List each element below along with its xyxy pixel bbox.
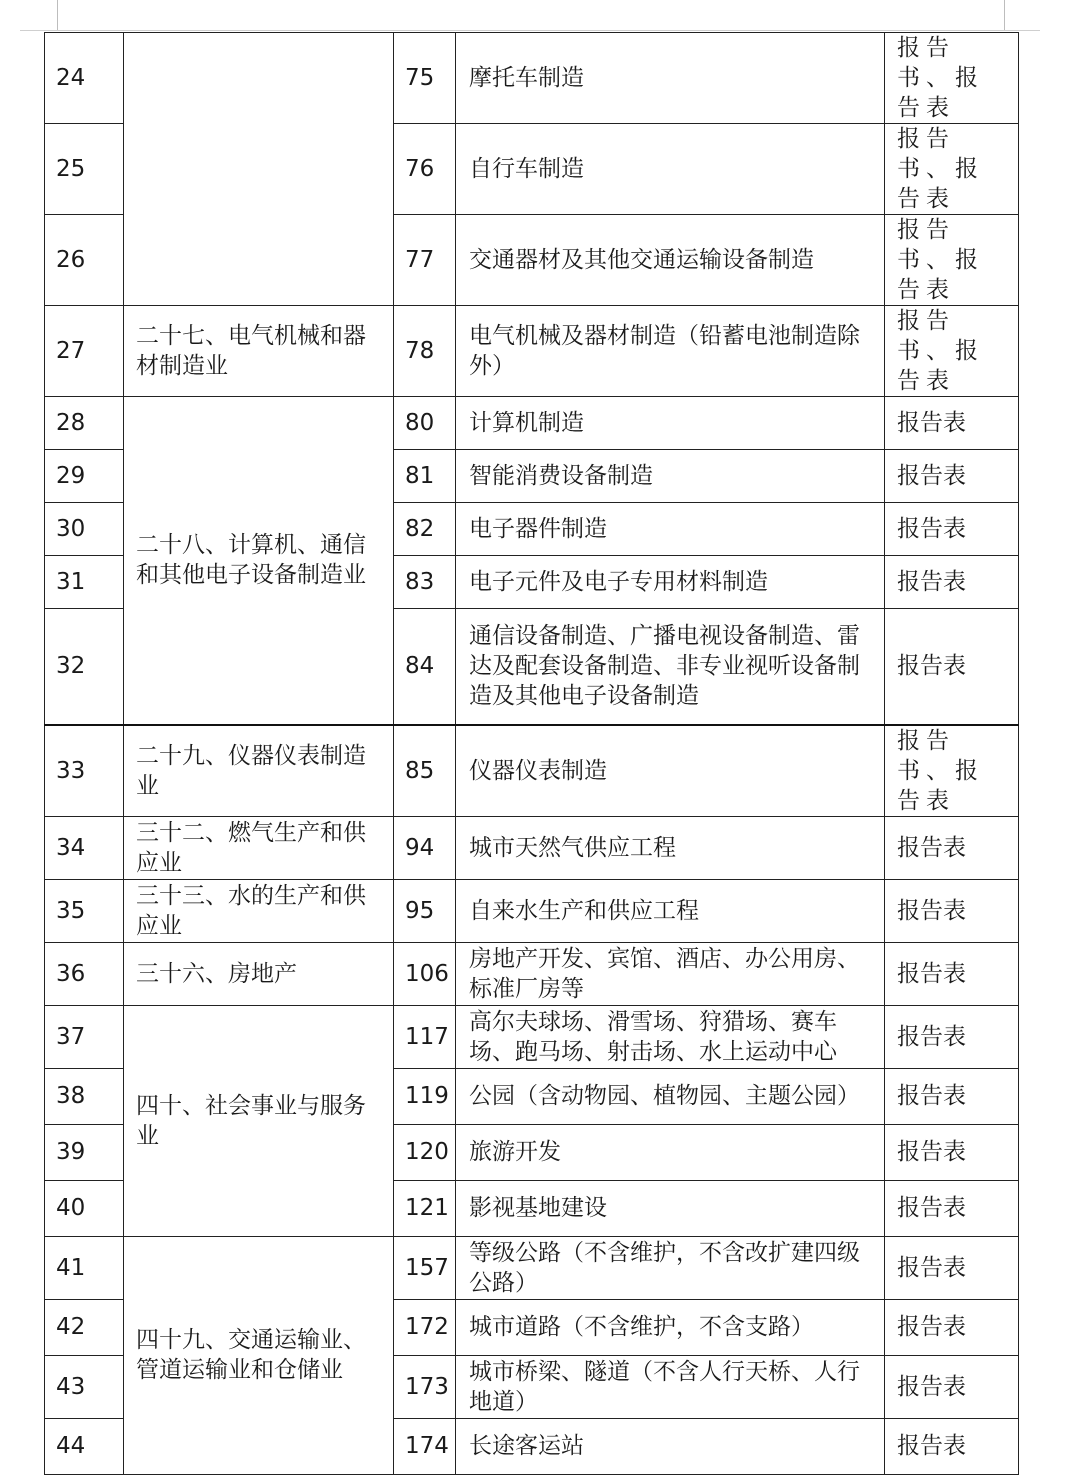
row-code: 81 bbox=[394, 450, 456, 503]
row-seq: 32 bbox=[45, 609, 124, 725]
row-item: 电子元件及电子专用材料制造 bbox=[456, 556, 885, 609]
row-seq: 29 bbox=[45, 450, 124, 503]
row-item: 电子器件制造 bbox=[456, 503, 885, 556]
row-code: 172 bbox=[394, 1299, 456, 1355]
row-code: 157 bbox=[394, 1236, 456, 1299]
row-item: 房地产开发、宾馆、酒店、办公用房、标准厂房等 bbox=[456, 942, 885, 1005]
row-type: 报告表 bbox=[885, 1005, 1019, 1068]
row-type: 报告书、报告表 bbox=[885, 215, 1019, 306]
row-code: 95 bbox=[394, 879, 456, 942]
row-code: 80 bbox=[394, 397, 456, 450]
row-code: 119 bbox=[394, 1068, 456, 1124]
row-item: 城市天然气供应工程 bbox=[456, 816, 885, 879]
row-code: 77 bbox=[394, 215, 456, 306]
row-code: 76 bbox=[394, 124, 456, 215]
row-item: 公园（含动物园、植物园、主题公园） bbox=[456, 1068, 885, 1124]
row-seq: 40 bbox=[45, 1180, 124, 1236]
row-seq: 31 bbox=[45, 556, 124, 609]
table-row bbox=[45, 816, 1019, 879]
row-type: 报告表 bbox=[885, 816, 1019, 879]
row-code: 85 bbox=[394, 725, 456, 817]
row-item: 通信设备制造、广播电视设备制造、雷达及配套设备制造、非专业视听设备制造及其他电子设备制造 bbox=[456, 609, 885, 725]
row-seq: 34 bbox=[45, 816, 124, 879]
row-item: 影视基地建设 bbox=[456, 1180, 885, 1236]
row-code: 94 bbox=[394, 816, 456, 879]
row-item: 城市道路（不含维护，不含支路） bbox=[456, 1299, 885, 1355]
row-item: 摩托车制造 bbox=[456, 33, 885, 124]
row-seq: 44 bbox=[45, 1418, 124, 1474]
row-seq: 28 bbox=[45, 397, 124, 450]
row-item: 计算机制造 bbox=[456, 397, 885, 450]
table-row bbox=[45, 879, 1019, 942]
row-code: 121 bbox=[394, 1180, 456, 1236]
row-type: 报告书、报告表 bbox=[885, 306, 1019, 397]
row-item: 高尔夫球场、滑雪场、狩猎场、赛车场、跑马场、射击场、水上运动中心 bbox=[456, 1005, 885, 1068]
row-type: 报告书、报告表 bbox=[885, 124, 1019, 215]
row-seq: 24 bbox=[45, 33, 124, 124]
row-item: 自来水生产和供应工程 bbox=[456, 879, 885, 942]
row-code: 75 bbox=[394, 33, 456, 124]
row-seq: 27 bbox=[45, 306, 124, 397]
row-category: 二十九、仪器仪表制造业 bbox=[124, 725, 394, 817]
page-margin-left bbox=[57, 0, 58, 30]
table-row bbox=[45, 33, 1019, 124]
row-seq: 26 bbox=[45, 215, 124, 306]
row-seq: 36 bbox=[45, 942, 124, 1005]
table-row bbox=[45, 942, 1019, 1005]
table-row bbox=[45, 1005, 1019, 1068]
row-seq: 35 bbox=[45, 879, 124, 942]
row-type: 报告表 bbox=[885, 1124, 1019, 1180]
row-item: 旅游开发 bbox=[456, 1124, 885, 1180]
page-margin-right bbox=[1004, 0, 1005, 30]
row-code: 174 bbox=[394, 1418, 456, 1474]
row-type: 报告表 bbox=[885, 1068, 1019, 1124]
row-seq: 41 bbox=[45, 1236, 124, 1299]
row-category: 四十、社会事业与服务业 bbox=[124, 1005, 394, 1236]
row-code: 106 bbox=[394, 942, 456, 1005]
row-category: 二十七、电气机械和器材制造业 bbox=[124, 306, 394, 397]
row-type: 报告表 bbox=[885, 1236, 1019, 1299]
row-code: 120 bbox=[394, 1124, 456, 1180]
row-type: 报告表 bbox=[885, 879, 1019, 942]
page-header-rule bbox=[20, 30, 1040, 31]
table-row bbox=[45, 725, 1019, 817]
row-category: 二十八、计算机、通信和其他电子设备制造业 bbox=[124, 397, 394, 725]
row-code: 83 bbox=[394, 556, 456, 609]
row-item: 智能消费设备制造 bbox=[456, 450, 885, 503]
row-category: 三十二、燃气生产和供应业 bbox=[124, 816, 394, 879]
row-item: 电气机械及器材制造（铅蓄电池制造除外） bbox=[456, 306, 885, 397]
row-category: 四十九、交通运输业、管道运输业和仓储业 bbox=[124, 1236, 394, 1474]
table-row bbox=[45, 397, 1019, 450]
row-seq: 43 bbox=[45, 1355, 124, 1418]
row-code: 84 bbox=[394, 609, 456, 725]
row-code: 78 bbox=[394, 306, 456, 397]
row-seq: 33 bbox=[45, 725, 124, 817]
row-code: 117 bbox=[394, 1005, 456, 1068]
row-item: 交通器材及其他交通运输设备制造 bbox=[456, 215, 885, 306]
project-category-table bbox=[44, 32, 1019, 1475]
row-item: 城市桥梁、隧道（不含人行天桥、人行地道） bbox=[456, 1355, 885, 1418]
row-seq: 25 bbox=[45, 124, 124, 215]
row-item: 长途客运站 bbox=[456, 1418, 885, 1474]
row-type: 报告表 bbox=[885, 450, 1019, 503]
row-seq: 37 bbox=[45, 1005, 124, 1068]
row-type: 报告表 bbox=[885, 556, 1019, 609]
row-item: 等级公路（不含维护，不含改扩建四级公路） bbox=[456, 1236, 885, 1299]
row-type: 报告表 bbox=[885, 609, 1019, 725]
row-type: 报告表 bbox=[885, 397, 1019, 450]
row-seq: 38 bbox=[45, 1068, 124, 1124]
row-code: 173 bbox=[394, 1355, 456, 1418]
row-type: 报告表 bbox=[885, 1355, 1019, 1418]
row-type: 报告书、报告表 bbox=[885, 725, 1019, 817]
table-row bbox=[45, 306, 1019, 397]
row-type: 报告表 bbox=[885, 1418, 1019, 1474]
table-row bbox=[45, 1236, 1019, 1299]
row-type: 报告表 bbox=[885, 1299, 1019, 1355]
row-category: 三十三、水的生产和供应业 bbox=[124, 879, 394, 942]
row-type: 报告书、报告表 bbox=[885, 33, 1019, 124]
row-category bbox=[124, 33, 394, 306]
row-type: 报告表 bbox=[885, 942, 1019, 1005]
row-seq: 42 bbox=[45, 1299, 124, 1355]
row-item: 自行车制造 bbox=[456, 124, 885, 215]
row-category: 三十六、房地产 bbox=[124, 942, 394, 1005]
row-type: 报告表 bbox=[885, 1180, 1019, 1236]
row-seq: 39 bbox=[45, 1124, 124, 1180]
row-type: 报告表 bbox=[885, 503, 1019, 556]
row-item: 仪器仪表制造 bbox=[456, 725, 885, 817]
row-seq: 30 bbox=[45, 503, 124, 556]
row-code: 82 bbox=[394, 503, 456, 556]
